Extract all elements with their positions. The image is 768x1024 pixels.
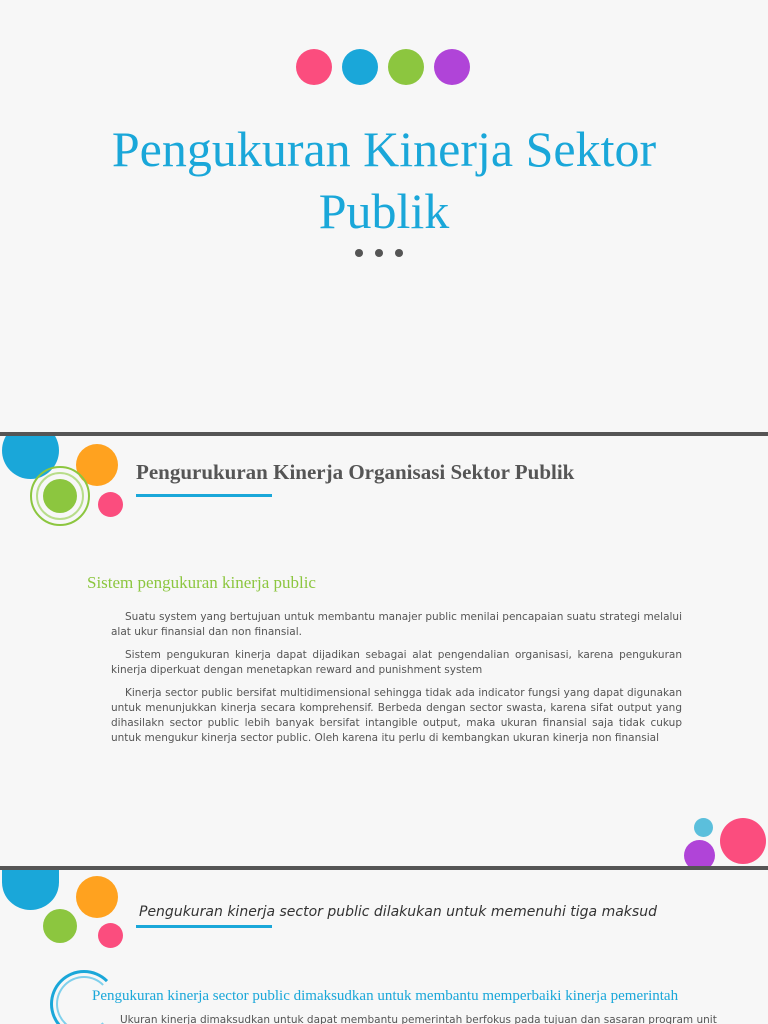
- point-1-heading: Pengukuran kinerja sector public dimaksudkan untuk membantu memperbaiki kinerja pemerintah: [92, 988, 679, 1004]
- green-circle-decoration: [43, 479, 77, 513]
- content-slide-1: [0, 432, 768, 866]
- orange-circle-decoration: [76, 876, 118, 918]
- pink-dot: [296, 49, 332, 85]
- pink-circle-decoration: [98, 923, 123, 948]
- section-subheading: Sistem pengukuran kinerja public: [87, 573, 316, 592]
- point-1-text: Ukuran kinerja dimaksudkan untuk dapat membantu pemerintah berfokus pada tujuan dan sasaran program unit: [120, 1014, 717, 1024]
- content-slide-2: [0, 866, 768, 1024]
- blue-circle-decoration: [2, 866, 59, 910]
- slide-title: [0, 118, 768, 242]
- title-line-2: Publik: [318, 183, 450, 239]
- ellipsis-icon: [355, 249, 403, 257]
- pink-circle-decoration: [98, 492, 123, 517]
- paragraph-3: Kinerja sector public bersifat multidimensional sehingga tidak ada indicator fungsi yang dapat digunakan untuk menunjukkan kinerja secara komprehensif. Berbeda dengan sector swasta, karena sifat output yang dihasilakn sector public lebih banyak bersifat intangible output, maka ukuran finansial saja tidak cukup untuk mengukur kinerja sector public. Oleh karena itu perlu di kembangkan ukuran kinerja non finansial: [111, 687, 682, 744]
- heading-underline: [136, 925, 272, 928]
- slide-heading: Pengurukuran Kinerja Organisasi Sektor Publik: [136, 460, 575, 484]
- purple-circle-decoration: [684, 840, 715, 866]
- decorative-dots: [296, 49, 470, 85]
- title-line-1: Pengukuran Kinerja Sektor: [111, 121, 657, 177]
- light-blue-circle-decoration: [694, 818, 713, 837]
- heading-underline: [136, 494, 272, 497]
- blue-dot: [342, 49, 378, 85]
- slide-heading: Pengukuran kinerja sector public dilakukan untuk memenuhi tiga maksud: [139, 904, 657, 920]
- paragraph-2: Sistem pengukuran kinerja dapat dijadikan sebagai alat pengendalian organisasi, karena pengukuran kinerja diperkuat dengan menetapkan reward and punishment system: [111, 649, 682, 676]
- green-dot: [388, 49, 424, 85]
- title-slide: [0, 0, 768, 432]
- pink-circle-decoration-2: [720, 818, 766, 864]
- green-circle-decoration: [43, 909, 77, 943]
- purple-dot: [434, 49, 470, 85]
- paragraph-1: Suatu system yang bertujuan untuk membantu manajer public menilai pencapaian suatu strategi melalui alat ukur finansial dan non finansial.: [111, 611, 682, 638]
